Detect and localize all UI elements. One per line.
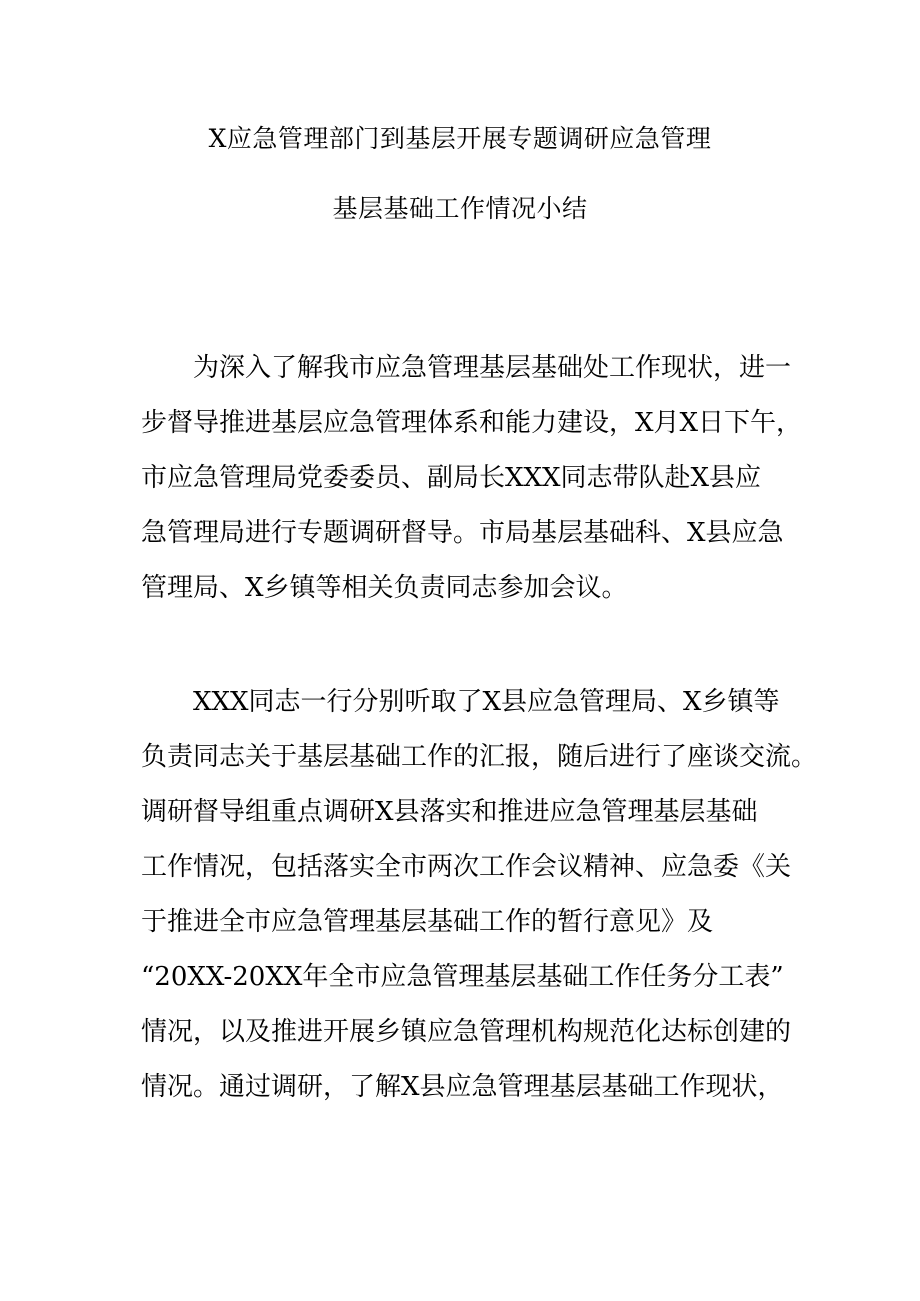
paragraph-line: 管理局、X乡镇等相关负责同志参加会议。 [141, 573, 628, 603]
paragraph-line: 为深入了解我市应急管理基层基础处工作现状，进一 [193, 353, 792, 383]
body-paragraph-2 [141, 686, 818, 1126]
paragraph-line: 情况。通过调研，了解X县应急管理基层基础工作现状， [141, 1072, 784, 1102]
paragraph-line: 工作情况，包括落实全市两次工作会议精神、应急委《关 [141, 852, 792, 882]
document-title-line-1: X应急管理部门到基层开展专题调研应急管理 [208, 124, 712, 153]
paragraph-line: 调研督导组重点调研X县落实和推进应急管理基层基础 [141, 797, 758, 827]
paragraph-line: “20XX-20XX年全市应急管理基层基础工作任务分工表” [141, 962, 784, 992]
document-title-line-2: 基层基础工作情况小结 [332, 194, 588, 223]
paragraph-line: XXX同志一行分别听取了X县应急管理局、X乡镇等 [193, 687, 780, 717]
paragraph-line: 负责同志关于基层基础工作的汇报，随后进行了座谈交流。 [141, 742, 818, 772]
paragraph-line: 于推进全市应急管理基层基础工作的暂行意见》及 [141, 907, 714, 937]
paragraph-line: 步督导推进基层应急管理体系和能力建设，X月X日下午， [141, 408, 803, 438]
paragraph-line: 市应急管理局党委委员、副局长XXX同志带队赴X县应 [141, 463, 762, 493]
paragraph-line: 情况，以及推进开展乡镇应急管理机构规范化达标创建的 [141, 1017, 792, 1047]
body-paragraph-1 [141, 352, 803, 627]
paragraph-line: 急管理局进行专题调研督导。市局基层基础科、X县应急 [141, 518, 784, 548]
